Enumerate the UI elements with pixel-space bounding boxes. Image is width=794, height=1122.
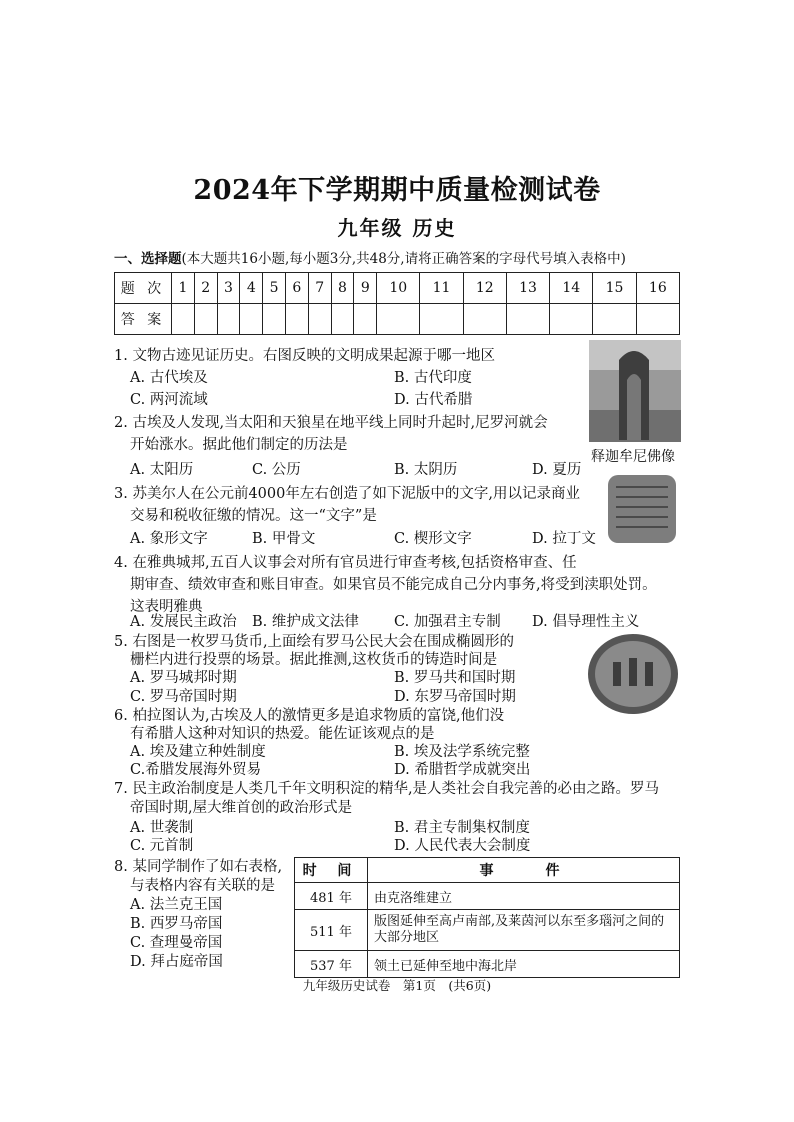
answer-cell[interactable] [593,304,636,335]
table-row [295,910,680,951]
q4-stem-line2: 期审查、绩效审查和账目审查。如果官员不能完成自己分内事务,将受到渎职处罚。 [130,577,657,593]
q8-row3-time: 537 年 [295,951,368,978]
table-row [295,883,680,910]
q7-option-c: C. 元首制 [130,838,194,854]
exam-title: 2024年下学期期中质量检测试卷 [193,175,601,206]
q8-row2-time: 511 年 [295,910,368,951]
q4-stem-line1: 4. 在雅典城邦,五百人议事会对所有官员进行审查考核,包括资格审查、任 [114,555,577,571]
buddha-caption: 释迦牟尼佛像 [591,449,675,465]
q8-event-table [294,857,680,978]
q2-stem-line2: 开始涨水。据此他们制定的历法是 [130,437,348,453]
q6-stem-line2: 有希腊人这种对知识的热爱。能佐证该观点的是 [130,726,435,742]
q5-stem-line1: 5. 右图是一枚罗马货币,上面绘有罗马公民大会在围成椭圆形的 [114,634,515,650]
answer-cell[interactable] [263,304,286,335]
answer-cell[interactable] [506,304,549,335]
answer-cell[interactable] [172,304,195,335]
answer-label: 答 案 [115,304,172,335]
q2-option-b: B. 太阴历 [394,462,458,478]
q5-stem-line2: 栅栏内进行投票的场景。据此推测,这枚货币的铸造时间是 [130,652,498,668]
question-number-cell: 12 [463,273,506,304]
q2-stem-line1: 2. 古埃及人发现,当太阳和天狼星在地平线上同时升起时,尼罗河就会 [114,415,548,431]
q5-option-a: A. 罗马城邦时期 [130,670,237,686]
q4-option-d: D. 倡导理性主义 [532,614,640,630]
q8-option-b: B. 西罗马帝国 [130,916,223,932]
section-heading [114,247,626,267]
q2-option-c: C. 公历 [252,462,301,478]
answer-cell[interactable] [240,304,263,335]
q7-stem-line1: 7. 民主政治制度是人类几千年文明积淀的精华,是人类社会自我完善的必由之路。罗马 [114,781,660,797]
question-number-cell: 10 [377,273,420,304]
question-number-cell: 9 [354,273,377,304]
q8-option-a: A. 法兰克王国 [130,897,223,913]
q8-row1-event: 由克洛维建立 [368,883,680,910]
q8-option-c: C. 查理曼帝国 [130,935,223,951]
q6-option-c: C.希腊发展海外贸易 [130,762,262,778]
clay-tablet-image [606,473,678,545]
question-number-cell: 8 [331,273,354,304]
q8-option-d: D. 拜占庭帝国 [130,954,223,970]
q4-option-c: C. 加强君主专制 [394,614,501,630]
answer-cell[interactable] [420,304,463,335]
q8-row3-event: 领土已延伸至地中海北岸 [368,951,680,978]
q7-stem-line2: 帝国时期,屋大维首创的政治形式是 [130,800,353,816]
question-number-cell: 16 [636,273,679,304]
q3-stem-line1: 3. 苏美尔人在公元前4000年左右创造了如下泥版中的文字,用以记录商业 [114,486,580,502]
answer-cell[interactable] [463,304,506,335]
q4-option-b: B. 维护成文法律 [252,614,359,630]
roman-coin-image [585,632,681,716]
exam-subtitle: 九年级 历史 [337,216,457,240]
question-number-cell: 1 [172,273,195,304]
q7-option-a: A. 世袭制 [130,820,194,836]
q7-option-d: D. 人民代表大会制度 [394,838,531,854]
answer-cell[interactable] [285,304,308,335]
answer-cell[interactable] [636,304,679,335]
answer-cell[interactable] [550,304,593,335]
q8-col-event: 事 件 [368,858,680,883]
answer-cell[interactable] [217,304,240,335]
answer-cell[interactable] [194,304,217,335]
q1-stem: 1. 文物古迹见证历史。右图反映的文明成果起源于哪一地区 [114,348,495,364]
question-number-label: 题 次 [115,273,172,304]
q3-option-a: A. 象形文字 [130,531,208,547]
q2-option-d: D. 夏历 [532,462,582,478]
q5-option-d: D. 东罗马帝国时期 [394,689,516,705]
q8-row2-event: 版图延伸至高卢南部,及莱茵河以东至多瑙河之间的大部分地区 [368,910,680,951]
q3-stem-line2: 交易和税收征缴的情况。这一“文字”是 [130,508,377,524]
answer-cell[interactable] [377,304,420,335]
q1-option-c: C. 两河流域 [130,392,208,408]
question-number-cell: 3 [217,273,240,304]
q6-stem-line1: 6. 柏拉图认为,古埃及人的激情更多是追求物质的富饶,他们没 [114,708,505,724]
q8-stem-line2: 与表格内容有关联的是 [130,878,275,894]
page-footer: 九年级历史试卷 第1页 (共6页) [302,978,492,993]
q8-col-time: 时 间 [295,858,368,883]
q3-option-b: B. 甲骨文 [252,531,316,547]
q2-option-a: A. 太阳历 [130,462,194,478]
q7-option-b: B. 君主专制集权制度 [394,820,530,836]
answer-cell[interactable] [331,304,354,335]
answer-table-answer-row [115,304,680,335]
answer-table [114,272,680,335]
question-number-cell: 7 [308,273,331,304]
question-number-cell: 13 [506,273,549,304]
q6-option-d: D. 希腊哲学成就突出 [394,762,531,778]
q1-option-a: A. 古代埃及 [130,370,208,386]
answer-cell[interactable] [308,304,331,335]
answer-table-header-row [115,273,680,304]
question-number-cell: 14 [550,273,593,304]
section-title: 一、选择题 [114,251,182,267]
q8-table-header [295,858,680,883]
q8-stem-line1: 8. 某同学制作了如右表格, [114,859,283,875]
question-number-cell: 6 [285,273,308,304]
question-number-cell: 2 [194,273,217,304]
question-number-cell: 11 [420,273,463,304]
q3-option-d: D. 拉丁文 [532,531,596,547]
table-row [295,951,680,978]
q6-option-b: B. 埃及法学系统完整 [394,744,530,760]
q1-option-b: B. 古代印度 [394,370,472,386]
q4-stem-line3: 这表明雅典 [130,599,203,615]
question-number-cell: 5 [263,273,286,304]
answer-cell[interactable] [354,304,377,335]
question-number-cell: 4 [240,273,263,304]
q5-option-b: B. 罗马共和国时期 [394,670,516,686]
q1-option-d: D. 古代希腊 [394,392,473,408]
q6-option-a: A. 埃及建立种姓制度 [130,744,266,760]
buddha-statue-image [589,340,681,442]
q4-option-a: A. 发展民主政治 [130,614,237,630]
q8-row1-time: 481 年 [295,883,368,910]
question-number-cell: 15 [593,273,636,304]
section-note: (本大题共16小题,每小题3分,共48分,请将正确答案的字母代号填入表格中) [181,251,626,267]
q5-option-c: C. 罗马帝国时期 [130,689,237,705]
q3-option-c: C. 楔形文字 [394,531,472,547]
